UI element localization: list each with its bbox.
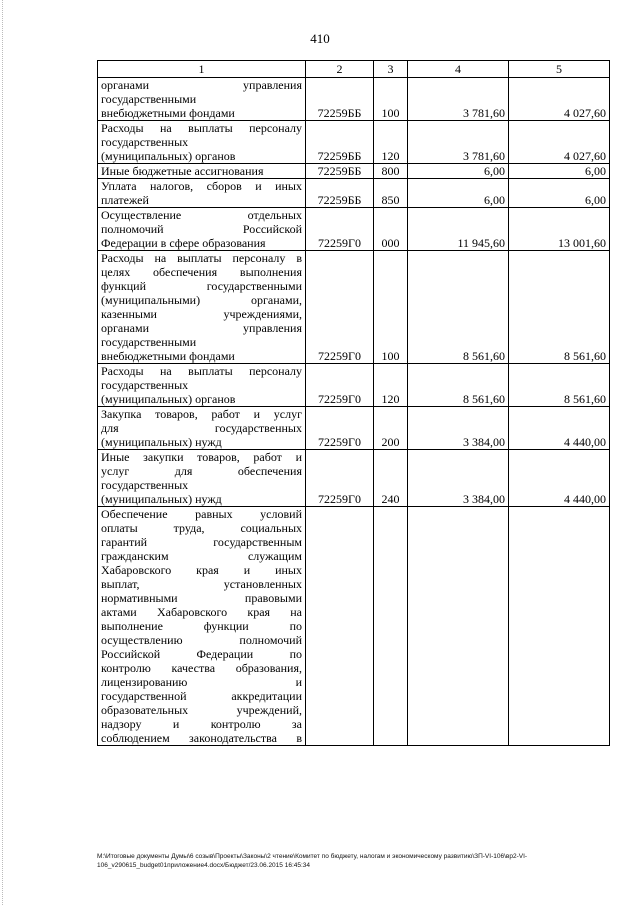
description-line: внебюджетными фондами	[101, 106, 235, 120]
description-line: Расходы на выплаты персоналу в	[101, 251, 302, 265]
row-amount-col5: 4 440,00	[509, 407, 610, 450]
description-line: гражданским служащим	[101, 549, 302, 563]
description-line: государственных	[101, 135, 189, 149]
row-expense-type	[374, 507, 408, 746]
row-amount-col4: 8 561,60	[408, 251, 509, 364]
table-row	[98, 164, 610, 179]
description-line: Расходы на выплаты персоналу	[101, 121, 302, 135]
description-line: государственных	[101, 378, 189, 392]
description-line: (муниципальными) органами,	[101, 293, 302, 307]
file-path-footer: M:\Итоговые документы Думы\6 созыв\Проекты\Законы\2 чтение\Комитет по бюджету, налогам и экономическому развитию\ЗП-VI-106\вр2-VI-106_v290615_budget01приложение4.docx/Бюджет/23.06.2015 16:45:34	[97, 853, 528, 869]
row-description	[98, 507, 306, 746]
row-amount-col5: 6,00	[509, 179, 610, 208]
row-amount-col5: 6,00	[509, 164, 610, 179]
description-line: функций государственными	[101, 279, 302, 293]
description-line: гарантий государственным	[101, 535, 302, 549]
table-row	[98, 121, 610, 164]
row-description	[98, 78, 306, 121]
description-line: надзору и контролю за	[101, 717, 302, 731]
column-header: 5	[509, 61, 610, 78]
budget-table	[97, 60, 610, 746]
description-line: образовательных учреждений,	[101, 703, 302, 717]
description-line: контролю качества образования,	[101, 661, 302, 675]
description-line: Хабаровского края и иных	[101, 563, 302, 577]
row-target-code: 72259Г0	[306, 208, 374, 251]
description-line: органами управления	[101, 321, 302, 335]
description-line: актами Хабаровского края на	[101, 605, 302, 619]
row-expense-type: 240	[374, 450, 408, 507]
description-line: государственными	[101, 335, 197, 349]
description-line: Расходы на выплаты персоналу	[101, 364, 302, 378]
description-line: внебюджетными фондами	[101, 349, 235, 363]
description-line: Осуществление отдельных	[101, 208, 302, 222]
table-header-row	[98, 61, 610, 78]
table-row	[98, 208, 610, 251]
row-target-code: 72259Г0	[306, 251, 374, 364]
column-header: 3	[374, 61, 408, 78]
description-line: услуг для обеспечения	[101, 464, 302, 478]
description-line: государственных	[101, 478, 189, 492]
description-line: выполнение функции по	[101, 619, 302, 633]
row-amount-col4: 3 384,00	[408, 407, 509, 450]
page-number: 410	[310, 31, 330, 46]
description-line: для государственных	[101, 421, 302, 435]
table-row	[98, 407, 610, 450]
row-expense-type: 800	[374, 164, 408, 179]
table-row	[98, 450, 610, 507]
description-line: оплаты труда, социальных	[101, 521, 302, 535]
row-target-code: 72259ББ	[306, 164, 374, 179]
row-amount-col4: 6,00	[408, 164, 509, 179]
description-line: соблюдением законодательства в	[101, 731, 302, 745]
description-line: целях обеспечения выполнения	[101, 265, 302, 279]
row-amount-col5: 13 001,60	[509, 208, 610, 251]
row-amount-col5: 8 561,60	[509, 251, 610, 364]
description-line: Уплата налогов, сборов и иных	[101, 179, 302, 193]
description-line: (муниципальных) нужд	[101, 492, 222, 506]
row-description	[98, 164, 306, 179]
row-amount-col4: 11 945,60	[408, 208, 509, 251]
row-amount-col5: 4 027,60	[509, 121, 610, 164]
column-header: 2	[306, 61, 374, 78]
description-line: лицензированию и	[101, 675, 302, 689]
row-amount-col4: 3 384,00	[408, 450, 509, 507]
description-line: органами управления	[101, 78, 302, 92]
row-amount-col5: 4 440,00	[509, 450, 610, 507]
description-line: Закупка товаров, работ и услуг	[101, 407, 302, 421]
row-target-code	[306, 507, 374, 746]
table-row	[98, 179, 610, 208]
row-amount-col5	[509, 507, 610, 746]
row-expense-type: 850	[374, 179, 408, 208]
row-description	[98, 407, 306, 450]
row-expense-type: 200	[374, 407, 408, 450]
row-description	[98, 450, 306, 507]
row-amount-col4: 8 561,60	[408, 364, 509, 407]
row-target-code: 72259Г0	[306, 364, 374, 407]
margin-scan-line	[2, 0, 4, 905]
description-line: Иные бюджетные ассигнования	[101, 164, 264, 178]
row-target-code: 72259Г0	[306, 407, 374, 450]
table-row	[98, 507, 610, 746]
description-line: казенными учреждениями,	[101, 307, 302, 321]
table-row	[98, 251, 610, 364]
description-line: осуществлению полномочий	[101, 633, 302, 647]
row-target-code: 72259ББ	[306, 179, 374, 208]
row-target-code: 72259ББ	[306, 78, 374, 121]
description-line: государственными	[101, 92, 197, 106]
description-line: полномочий Российской	[101, 222, 302, 236]
description-line: нормативными правовыми	[101, 591, 302, 605]
table-row	[98, 364, 610, 407]
description-line: Обеспечение равных условий	[101, 507, 302, 521]
table-row	[98, 78, 610, 121]
description-line: (муниципальных) нужд	[101, 435, 222, 449]
row-description	[98, 251, 306, 364]
row-target-code: 72259Г0	[306, 450, 374, 507]
row-description	[98, 364, 306, 407]
row-amount-col4: 3 781,60	[408, 78, 509, 121]
row-expense-type: 100	[374, 78, 408, 121]
row-amount-col4: 3 781,60	[408, 121, 509, 164]
description-line: выплат, установленных	[101, 577, 302, 591]
row-target-code: 72259ББ	[306, 121, 374, 164]
row-amount-col4: 6,00	[408, 179, 509, 208]
description-line: Федерации в сфере образования	[101, 236, 266, 250]
description-line: Иные закупки товаров, работ и	[101, 450, 302, 464]
row-amount-col5: 8 561,60	[509, 364, 610, 407]
description-line: государственной аккредитации	[101, 689, 302, 703]
row-expense-type: 000	[374, 208, 408, 251]
row-expense-type: 120	[374, 121, 408, 164]
description-line: платежей	[101, 193, 149, 207]
row-description	[98, 208, 306, 251]
column-header: 1	[98, 61, 306, 78]
row-description	[98, 121, 306, 164]
description-line: (муниципальных) органов	[101, 392, 236, 406]
description-line: Российской Федерации по	[101, 647, 302, 661]
row-expense-type: 100	[374, 251, 408, 364]
row-expense-type: 120	[374, 364, 408, 407]
row-description	[98, 179, 306, 208]
row-amount-col4	[408, 507, 509, 746]
row-amount-col5: 4 027,60	[509, 78, 610, 121]
column-header: 4	[408, 61, 509, 78]
description-line: (муниципальных) органов	[101, 149, 236, 163]
